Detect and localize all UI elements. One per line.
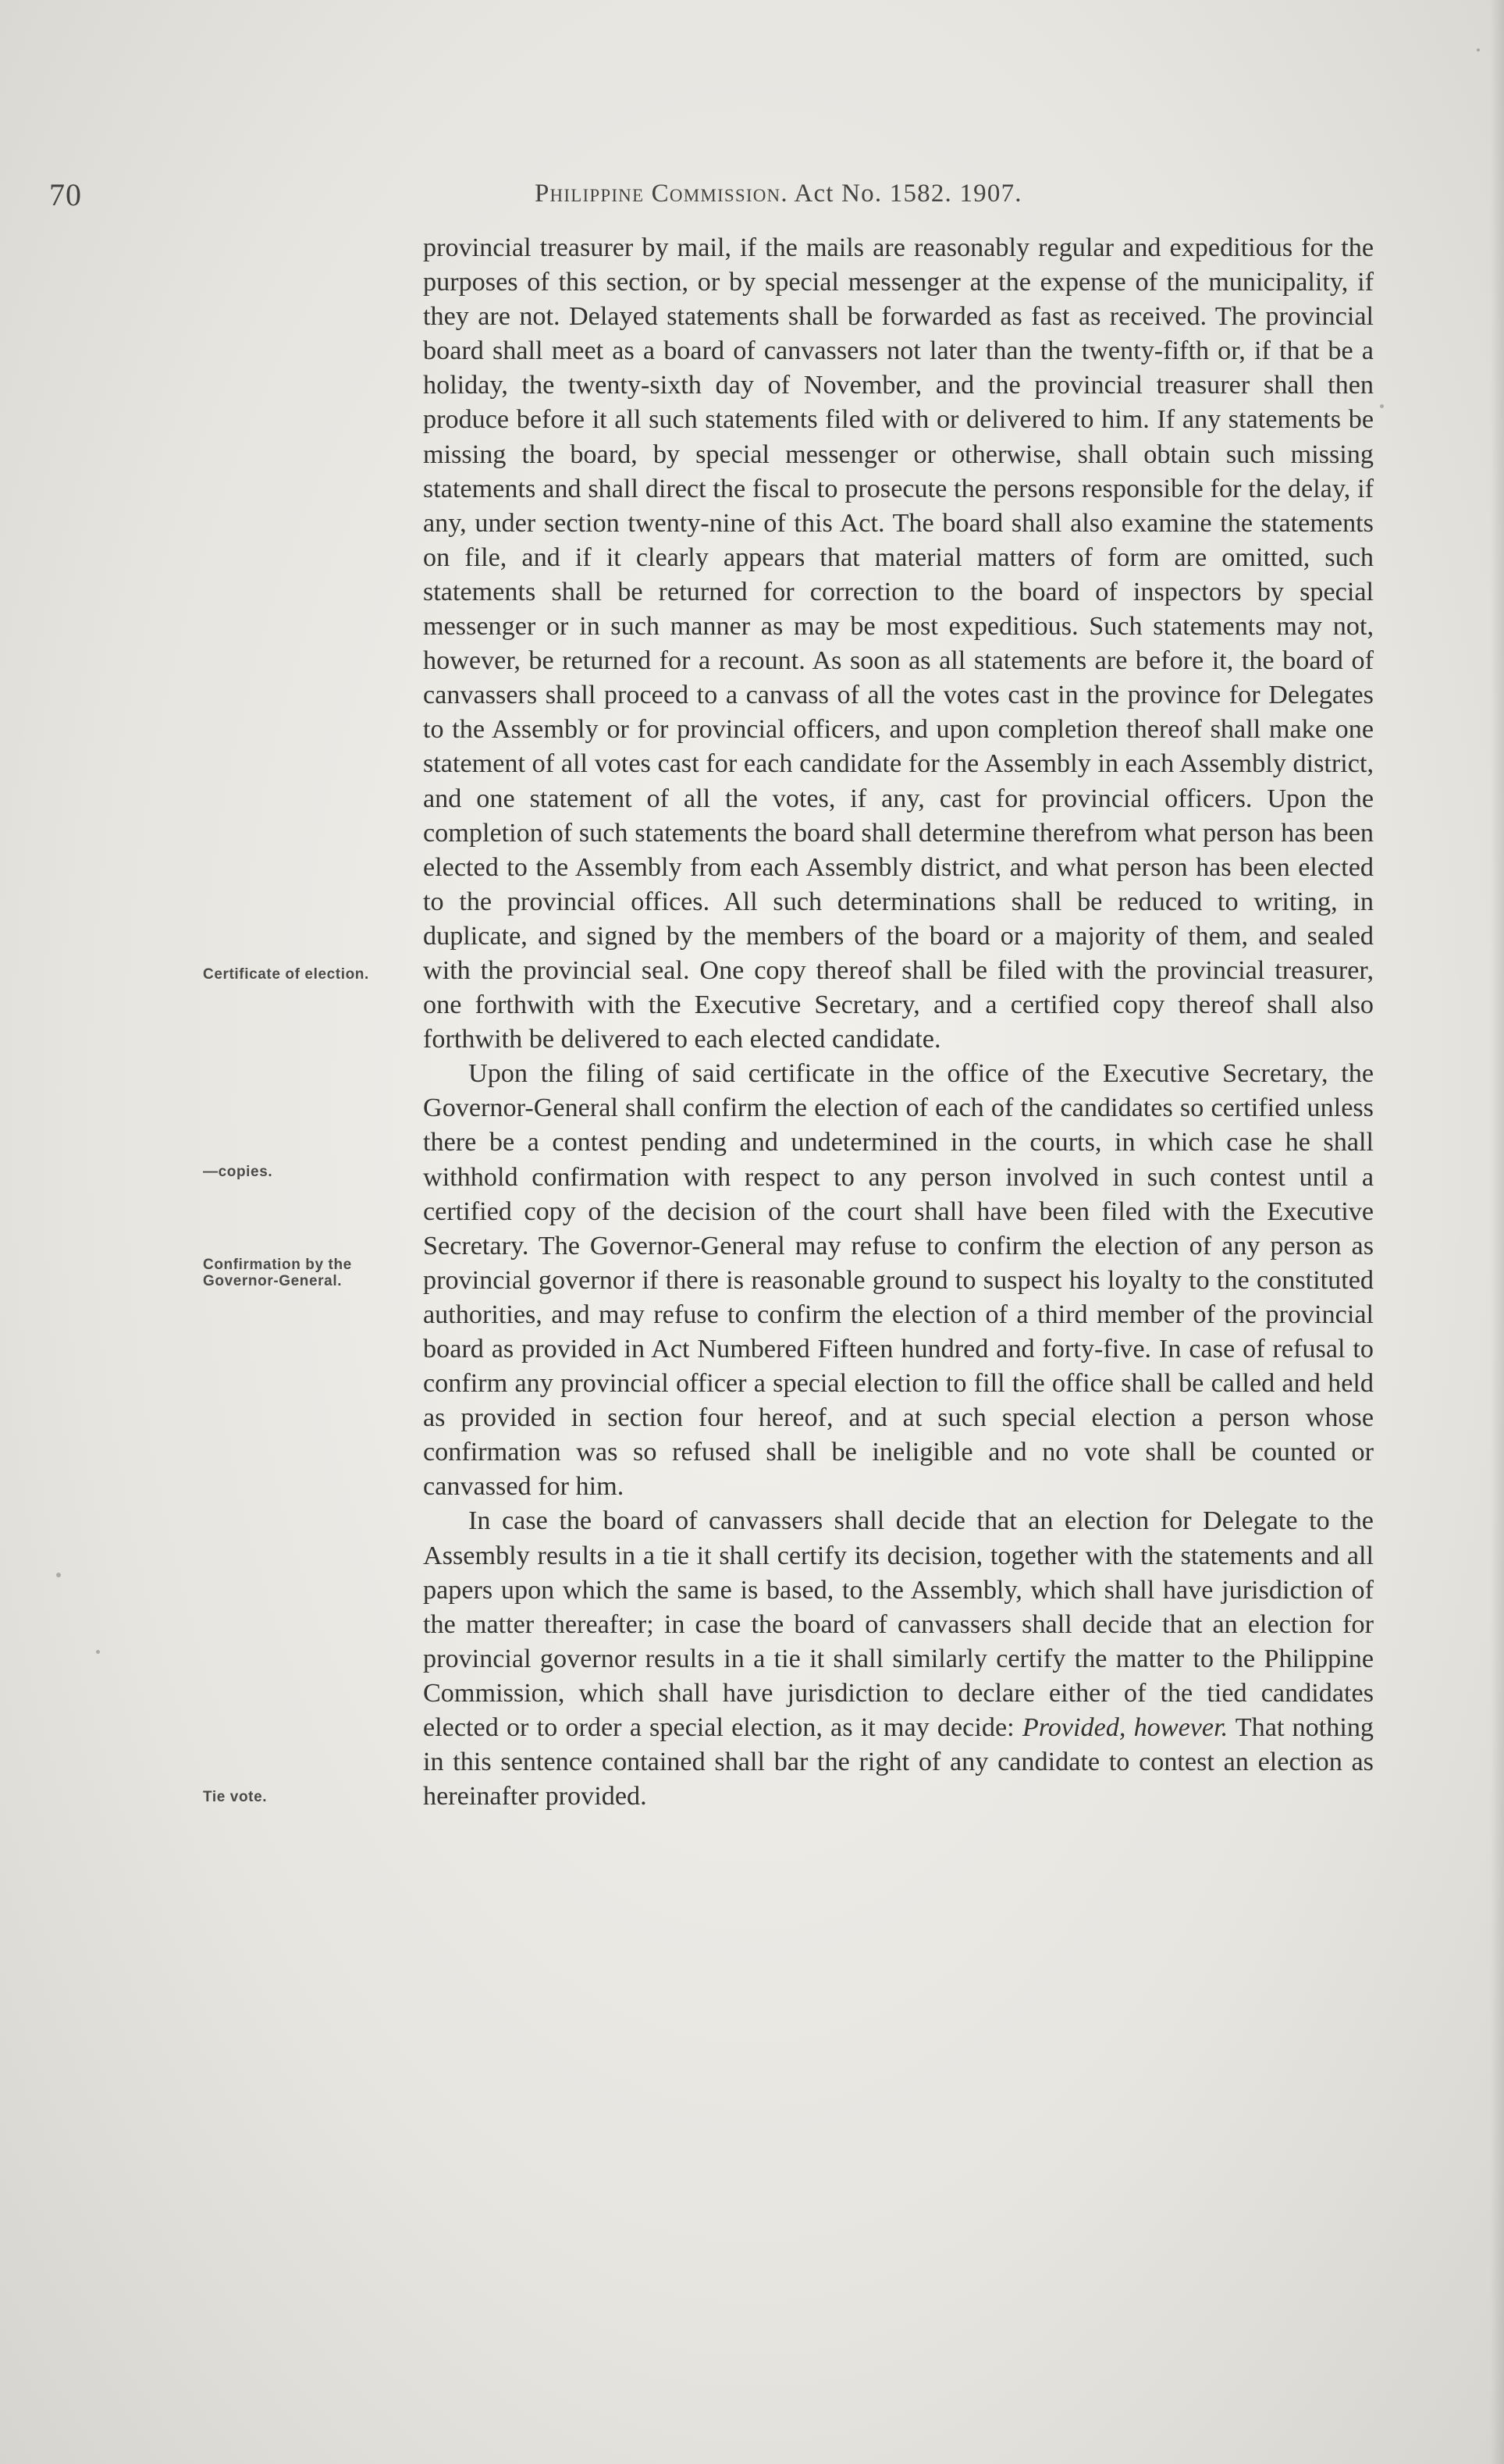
page-number: 70: [49, 177, 82, 212]
margin-note-confirmation: Confirmation by the Governor-General.: [203, 1257, 352, 1289]
tie-vote-text-before-proviso: In case the board of canvassers shall decide that an election for Delegate to the Assembly results in a tie it shall certify its decision, together with the statements and all papers upon which the same is based, to the Assembly, which shall have jurisdiction of the matter thereafter; in case the board of canvassers shall decide that an election for provincial governor results in a tie it shall similarly certify the matter to the Philippine Commission, which shall have jurisdiction to declare either of the tied candidates elected or to order a special election, as it may decide:: [423, 1506, 1374, 1743]
running-title-act: Act No. 1582.: [794, 180, 953, 208]
paper-speck: [96, 1650, 100, 1654]
paper-speck: [1477, 48, 1480, 52]
tie-vote-proviso: Provided, however.: [1022, 1713, 1228, 1743]
page-header: [0, 176, 1504, 223]
body-paragraph-confirmation: Upon the filing of said certificate in the office of the Executive Secretary, the Governor-General shall confirm the election of each of the candidates so certified unless there be a contest pending and undetermined in the courts, in which case he shall withhold confirmation with respect to any person involved in such contest until a certified copy of the decision of the court shall have been filed with the Executive Secretary. The Governor-General may refuse to confirm the election of any person as provincial governor if there is reasonable ground to suspect his loyalty to the constituted authorities, and may refuse to confirm the election of a third member of the provincial board as provided in Act Numbered Fifteen hundred and forty-five. In case of refusal to confirm any provincial officer a special election to fill the office shall be called and held as provided in section four hereof, and at such special election a person whose confirmation was so refused shall be ineligible and no vote shall be counted or canvassed for him.: [423, 1059, 1374, 1502]
paper-speck: [1380, 404, 1384, 408]
margin-note-copies: —copies.: [203, 1164, 273, 1180]
margin-note-certificate-of-election: Certificate of election.: [203, 966, 369, 983]
body-paragraph-tie-vote: [423, 1504, 1374, 1814]
margin-note-tie-vote: Tie vote.: [203, 1789, 268, 1805]
running-title: [535, 180, 1022, 208]
page-edge-shadow: [1490, 0, 1504, 2464]
body-paragraph-canvass: provincial treasurer by mail, if the mails are reasonably regular and expeditious for the purposes of this section, or by special messenger at the expense of the municipality, if they are not. Delayed statements shall be forwarded as fast as received. The provincial board shall meet as a board of canvassers not later than the twenty-fifth or, if that be a holiday, the twenty-sixth day of November, and the provincial treasurer shall then produce before it all such statements filed with or delivered to him. If any statements be missing the board, by special messenger or otherwise, shall obtain such missing statements and shall direct the fiscal to prosecute the persons responsible for the delay, if any, under section twenty-nine of this Act. The board shall also examine the statements on file, and if it clearly appears that material matters of form are omitted, such statements shall be returned for correction to the board of inspectors by special messenger or in such manner as may be most expeditious. Such statements may not, however, be returned for a recount. As soon as all statements are before it, the board of canvassers shall proceed to a canvass of all the votes cast in the province for Delegates to the Assembly or for provincial officers, and upon completion thereof shall make one statement of all votes cast for each candidate for the Assembly in each Assembly district, and one statement of all the votes, if any, cast for provincial officers. Upon the completion of such statements the board shall determine therefrom what person has been elected to the Assembly from each Assembly district, and what person has been elected to the provincial offices. All such determinations shall be reduced to writing, in duplicate, and signed by the members of the board or a majority of them, and sealed with the provincial seal. One copy thereof shall be filed with the provincial treasurer, one forthwith with the Executive Secretary, and a certified copy thereof shall also forthwith be delivered to each elected candidate.: [423, 233, 1374, 1054]
running-title-commission: Philippine Commission.: [535, 180, 788, 208]
running-title-year: 1907.: [959, 180, 1022, 208]
paper-speck: [56, 1573, 61, 1577]
main-text-column: [423, 231, 1374, 1814]
tie-vote-text-after-proviso: That nothing in this sentence contained shall bar the right of any candidate to contest an election as hereinafter provided.: [423, 1713, 1374, 1812]
